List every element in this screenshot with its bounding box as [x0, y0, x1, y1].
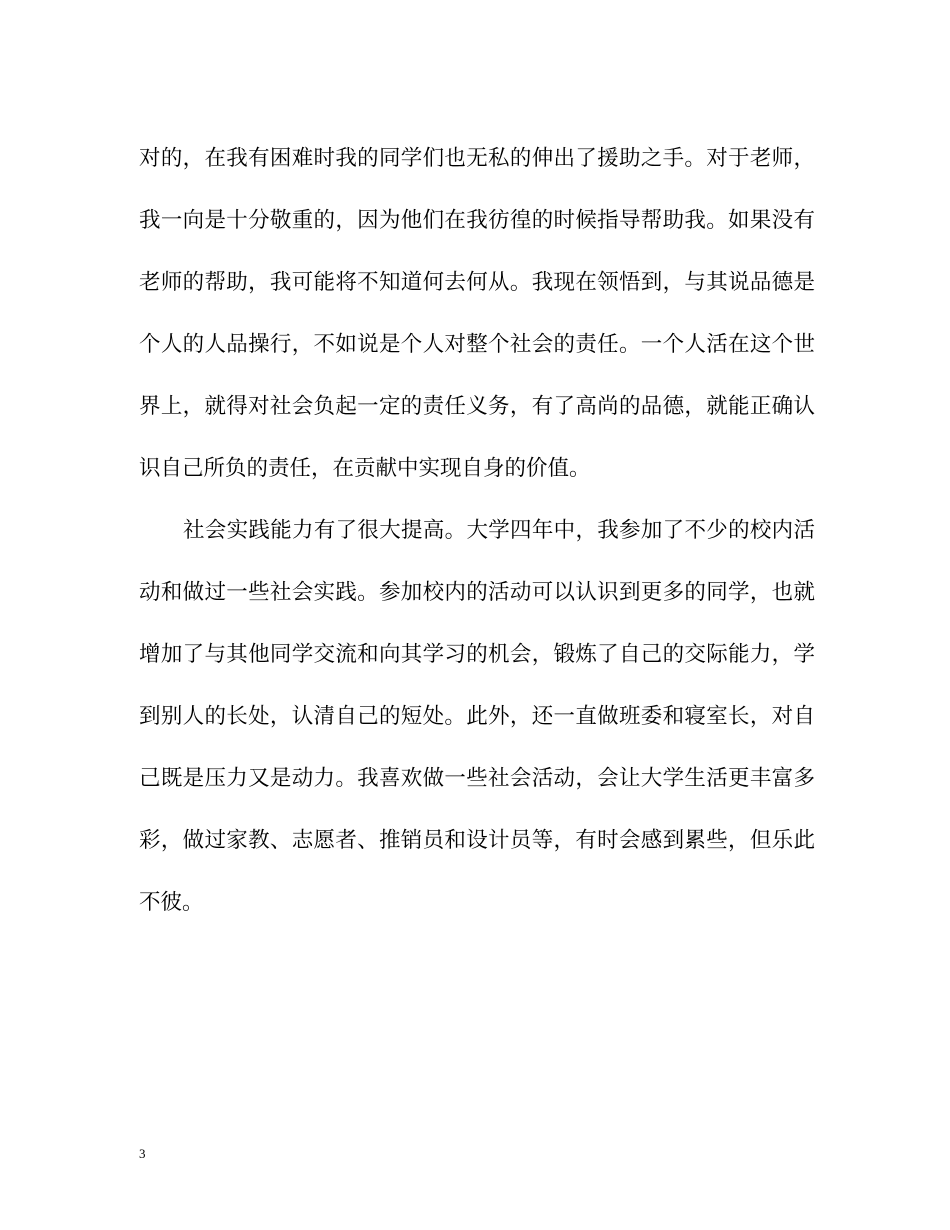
text-line-1: 对的，在我有困难时我的同学们也无私的伸出了援助之手。对于老师， — [139, 146, 815, 171]
text-line-13: 不彼。 — [139, 890, 204, 915]
text-line-2: 我一向是十分敬重的，因为他们在我彷徨的时候指导帮助我。如果没有 — [139, 208, 815, 233]
text-line-11: 己既是压力又是动力。我喜欢做一些社会活动，会让大学生活更丰富多 — [139, 766, 815, 791]
text-line-3: 老师的帮助，我可能将不知道何去何从。我现在领悟到，与其说品德是 — [139, 270, 815, 295]
body-text — [139, 133, 815, 939]
text-line-6: 识自己所负的责任，在贡献中实现自身的价值。 — [139, 456, 591, 481]
text-line-9: 增加了与其他同学交流和向其学习的机会，锻炼了自己的交际能力，学 — [139, 642, 815, 667]
text-line-5: 界上，就得对社会负起一定的责任义务，有了高尚的品德，就能正确认 — [139, 394, 815, 419]
text-line-12: 彩，做过家教、志愿者、推销员和设计员等，有时会感到累些，但乐此 — [139, 828, 815, 853]
text-line-7: 社会实践能力有了很大提高。大学四年中，我参加了不少的校内活 — [183, 518, 815, 543]
text-line-10: 到别人的长处，认清自己的短处。此外，还一直做班委和寝室长，对自 — [139, 704, 815, 729]
text-line-8: 动和做过一些社会实践。参加校内的活动可以认识到更多的同学，也就 — [139, 580, 815, 605]
page-number: 3 — [139, 1146, 146, 1161]
text-line-4: 个人的人品操行，不如说是个人对整个社会的责任。一个人活在这个世 — [139, 332, 815, 357]
